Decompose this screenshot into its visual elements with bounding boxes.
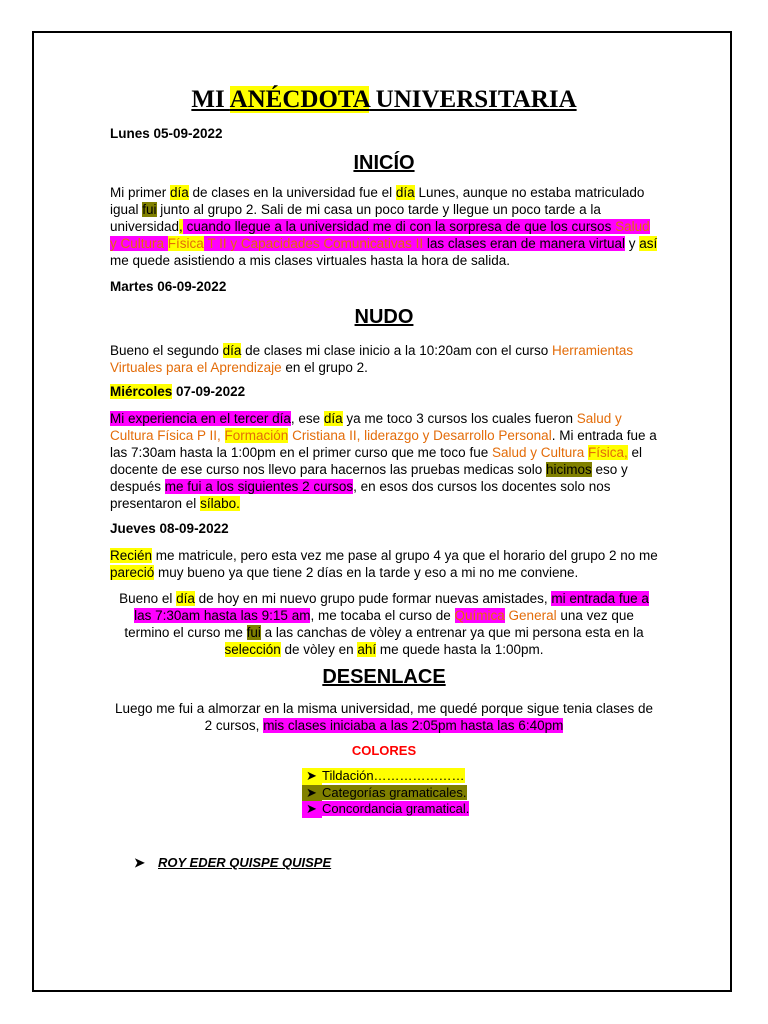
text-run: Luego me fui a almorzar en la misma universidad, me quedé porque sigue tenia clases de 2 cursos, [114,701,654,733]
highlighted-text: cuando llegue a la universidad me di con la sorpresa de que los cursos [182,219,616,234]
highlighted-text: día [176,591,195,606]
highlighted-text: día [170,185,189,200]
text-run: me quede hasta la 1:00pm. [376,642,544,657]
title-prefix: MI [191,86,230,113]
text-run: , me tocaba el curso de [310,608,455,623]
text-run: el docente de ese curso nos llevo para hacernos las pruebas medicas solo [110,445,643,477]
highlighted-text: día [323,411,343,426]
highlighted-text: día [395,185,415,200]
highlighted-text: Cristiana II, liderazgo y Desarrollo Personal [288,428,552,443]
paragraph-jueves-1 [110,547,658,581]
highlighted-text: sílabo. [200,496,240,511]
title-suffix: UNIVERSITARIA [369,86,577,113]
highlighted-text: día [222,343,242,358]
paragraph-martes [110,342,658,376]
date-miercoles-word: Miércoles [110,384,173,399]
arrow-bullet-icon: ➤ [134,855,145,870]
date-miercoles-rest: 07-09-2022 [172,384,246,399]
highlighted-text: Física [167,236,204,251]
highlighted-text: Mi experiencia en el tercer día [110,411,291,426]
legend-item [302,801,469,818]
date-martes: Martes 06-09-2022 [110,279,227,294]
paragraph-inicio [110,184,658,269]
arrow-bullet-icon: ➤ [302,768,322,785]
highlighted-text: General [504,608,557,623]
colors-legend-title: COLORES [351,743,417,758]
text-run: Bueno el segundo [110,343,223,358]
highlighted-text: así [639,236,658,251]
highlighted-text: ahí [357,642,377,657]
section-desenlace: DESENLACE [322,666,446,688]
text-run: de hoy en mi nuevo grupo pude formar nuevas amistades, [194,591,552,606]
highlighted-text: Formación [224,428,289,443]
text-run: eso y después [110,462,628,494]
legend-label: Tildación………………… [322,768,465,783]
highlighted-text: selección [224,642,281,657]
date-lunes: Lunes 05-09-2022 [110,126,223,141]
paragraph-jueves-2 [110,590,658,658]
date-jueves: Jueves 08-09-2022 [110,521,229,536]
text-run: de clases mi clase inicio a la 10:20am con el curso [241,343,553,358]
paragraph-miercoles [110,410,658,512]
highlighted-text: T II y Capacidades Comunicativas II [203,236,424,251]
highlighted-text: me fui a los siguientes 2 cursos [164,479,354,494]
text-run: junto al grupo 2. Sali de mi casa un poco tarde y llegue un poco tarde a la universidad [110,202,601,234]
highlighted-text: Herramientas Virtuales para el Aprendizaje [110,343,634,375]
text-run: en el grupo 2. [281,360,368,375]
highlighted-text: fui [142,202,157,217]
text-run: me quede asistiendo a mis clases virtuales hasta la hora de salida. [110,253,510,268]
highlighted-text: Salud y Cultura [110,219,650,251]
text-run: muy bueno ya que tiene 2 días en la tarde y eso a mi no me conviene. [154,565,579,580]
highlighted-text: Química [454,608,505,623]
highlighted-text: las clases eran de manera virtual [423,236,626,251]
colors-legend [302,768,469,818]
text-run: de clases en la universidad fue el [188,185,396,200]
highlighted-text: Recién [110,548,153,563]
highlighted-text: Física, [588,445,628,460]
highlighted-text: Salud y Cultura [491,445,589,460]
text-run: . Mi entrada fue a las 7:30am hasta la 1:00pm en el primer curso que me toco fue [110,428,657,460]
highlighted-text: hicimos [546,462,592,477]
legend-label: Categorías gramaticales. [322,784,467,800]
legend-item [302,785,469,802]
text-run: Bueno el [119,591,177,606]
text-run: Mi primer [110,185,170,200]
document-title [0,86,768,114]
arrow-bullet-icon: ➤ [302,785,322,802]
title-highlight: ANÉCDOTA [229,86,370,113]
text-run: a las canchas de vòley a entrenar ya que mi persona esta en la [260,625,644,640]
arrow-bullet-icon: ➤ [302,801,322,818]
text-run: Lunes, aunque no estaba matriculado igual [110,185,645,217]
highlighted-text: pareció [110,565,155,580]
author-name: ROY EDER QUISPE QUISPE [158,855,332,870]
date-miercoles [110,384,245,399]
text-run: una vez que termino el curso me [124,608,634,640]
highlighted-text: Salud y Cultura Física P II, [110,411,622,443]
paragraph-desenlace [110,700,658,734]
text-run: ya me toco 3 cursos los cuales fueron [342,411,577,426]
text-run: me matricule, pero esta vez me pase al grupo 4 ya que el horario del grupo 2 no me [152,548,658,563]
section-nudo: NUDO [354,306,414,328]
author-line [134,855,331,871]
legend-item [302,768,469,785]
highlighted-text: mi entrada fue a las 7:30am hasta las 9:15 am [134,591,649,623]
text-run: , en esos dos cursos los docentes solo nos presentaron el [110,479,611,511]
section-inicio: INICÍO [353,152,415,174]
text-run: y [625,236,640,251]
highlighted-text: fui [246,625,261,640]
text-run: de vòley en [280,642,358,657]
text-run: , ese [290,411,324,426]
highlighted-text: , [179,219,183,234]
legend-label: Concordancia gramatical. [322,801,470,816]
highlighted-text: mis clases iniciaba a las 2:05pm hasta las 6:40pm [263,718,564,733]
